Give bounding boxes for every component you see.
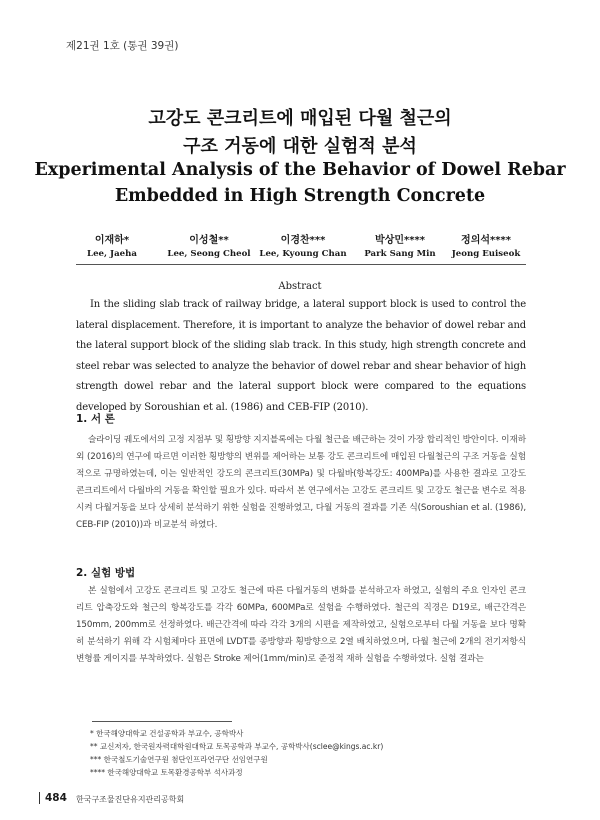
author-name-english: Lee, Seong Cheol <box>167 249 251 259</box>
page-number-bar <box>39 792 40 804</box>
issue-info: 제21권 1호 (통권 39권) <box>66 40 179 52</box>
title-english-line1: Experimental Analysis of the Behavior of Dowel Rebar <box>34 160 566 180</box>
author-3 <box>248 231 358 259</box>
publisher-name: 한국구조물진단유지관리공학회 <box>76 795 185 804</box>
title-english-line2: Embedded in High Strength Concrete <box>114 186 486 206</box>
title-korean-line1: 고강도 콘크리트에 매입된 다월 철근의 <box>148 108 452 129</box>
section-heading-introduction: 1. 서 론 <box>76 413 115 425</box>
author-name-english: Park Sang Min <box>364 249 436 259</box>
author-name-korean: 박상민**** <box>375 235 425 246</box>
section-heading-method: 2. 실험 방법 <box>76 567 136 579</box>
footnote-3: *** 한국철도기술연구원 첨단인프라연구단 선임연구원 <box>90 755 268 764</box>
author-name-korean: 이경찬*** <box>280 235 326 246</box>
footnote-2: ** 교신저자, 한국원자력대학원대학교 토목공학과 부교수, 공학박사(sclee@kings.ac.kr) <box>90 742 384 751</box>
author-name-english: Lee, Kyoung Chan <box>259 249 347 259</box>
section-body-introduction: 슬라이딩 궤도에서의 고정 지점부 및 횡방향 지지블록에는 다월 철근을 배근하는 것이 가장 합리적인 방안이다. 이재하 외 (2016)의 연구에 따르면 이러한 횡방향의 변위를 제어하는 보통 강도 콘크리트에 매입된 다월철근의 구조 거동을 실험적으로 규명하였는데, 이는 일반적인 강도의 콘크리트(30MPa) 및 다월바(항복강도: 400MPa)를 사용한 결과로 고강도 콘크리트에서 다월바의 거동을 확인할 필요가 있다. 따라서 본 연구에서는 고강도 콘크리트 및 고강도 철근을 변수로 적용시켜 다월거동을 보다 상세히 분석하기 위한 실험을 진행하였고, 다월 거동의 결과를 기존 식(Soroushian et al. (1986), CEB-FIP (2010))과 비교분석 하였다. <box>76 435 526 530</box>
author-1 <box>57 231 167 259</box>
section-body-method: 본 실험에서 고강도 콘크리트 및 고강도 철근에 따른 다월거동의 변화를 분석하고자 하였고, 실험의 주요 인자인 콘크리트 압축강도와 철근의 항복강도를 각각 60MPa, 600MPa로 설험을 수행하였다. 철근의 직경은 D19로, 배근간격은 150mm, 200mm로 선정하였다. 배근간격에 따라 각각 3개의 시편을 제작하였고, 실험으로부터 다월 거동을 보다 명확히 분석하기 위해 각 시험체마다 표면에 LVDT를 종방향과 횡방향으로 2열 배치하였으며, 다월 철근에 2개의 전기저항식 변형률 게이지를 부착하였다. 실험은 Stroke 제어(1mm/min)로 준정적 재하 실험을 수행하였다. 실험 결과는 <box>76 586 526 664</box>
footnote-divider <box>92 721 232 722</box>
author-5 <box>431 231 541 259</box>
author-name-english: Lee, Jaeha <box>87 249 137 259</box>
abstract-heading: Abstract <box>278 281 322 292</box>
author-divider <box>76 264 526 265</box>
author-name-korean: 이재하* <box>94 235 130 246</box>
abstract-text: In the sliding slab track of railway bridge, a lateral support block is used to control the lateral displacement. Therefore, it is important to analyze the behavior of dowel rebar and the lateral support block of the sliding slab track. In this study, high strength concrete and steel rebar was selected to analyze the behavior of dowel rebar and shear behavior of high strength dowel rebar and the lateral support block were compared to the equations developed by Soroushian et al. (1986) and CEB-FIP (2010). <box>76 299 526 413</box>
author-name-korean: 정의석**** <box>461 235 511 246</box>
page-number: 484 <box>45 792 67 804</box>
footnote-1: * 한국해양대학교 건설공학과 부교수, 공학박사 <box>90 729 244 738</box>
footnote-4: **** 한국해양대학교 토목환경공학부 석사과정 <box>90 768 243 777</box>
author-name-korean: 이성철** <box>189 235 229 246</box>
title-korean-line2: 구조 거동에 대한 실험적 분석 <box>183 136 417 157</box>
author-name-english: Jeong Euiseok <box>451 249 521 259</box>
